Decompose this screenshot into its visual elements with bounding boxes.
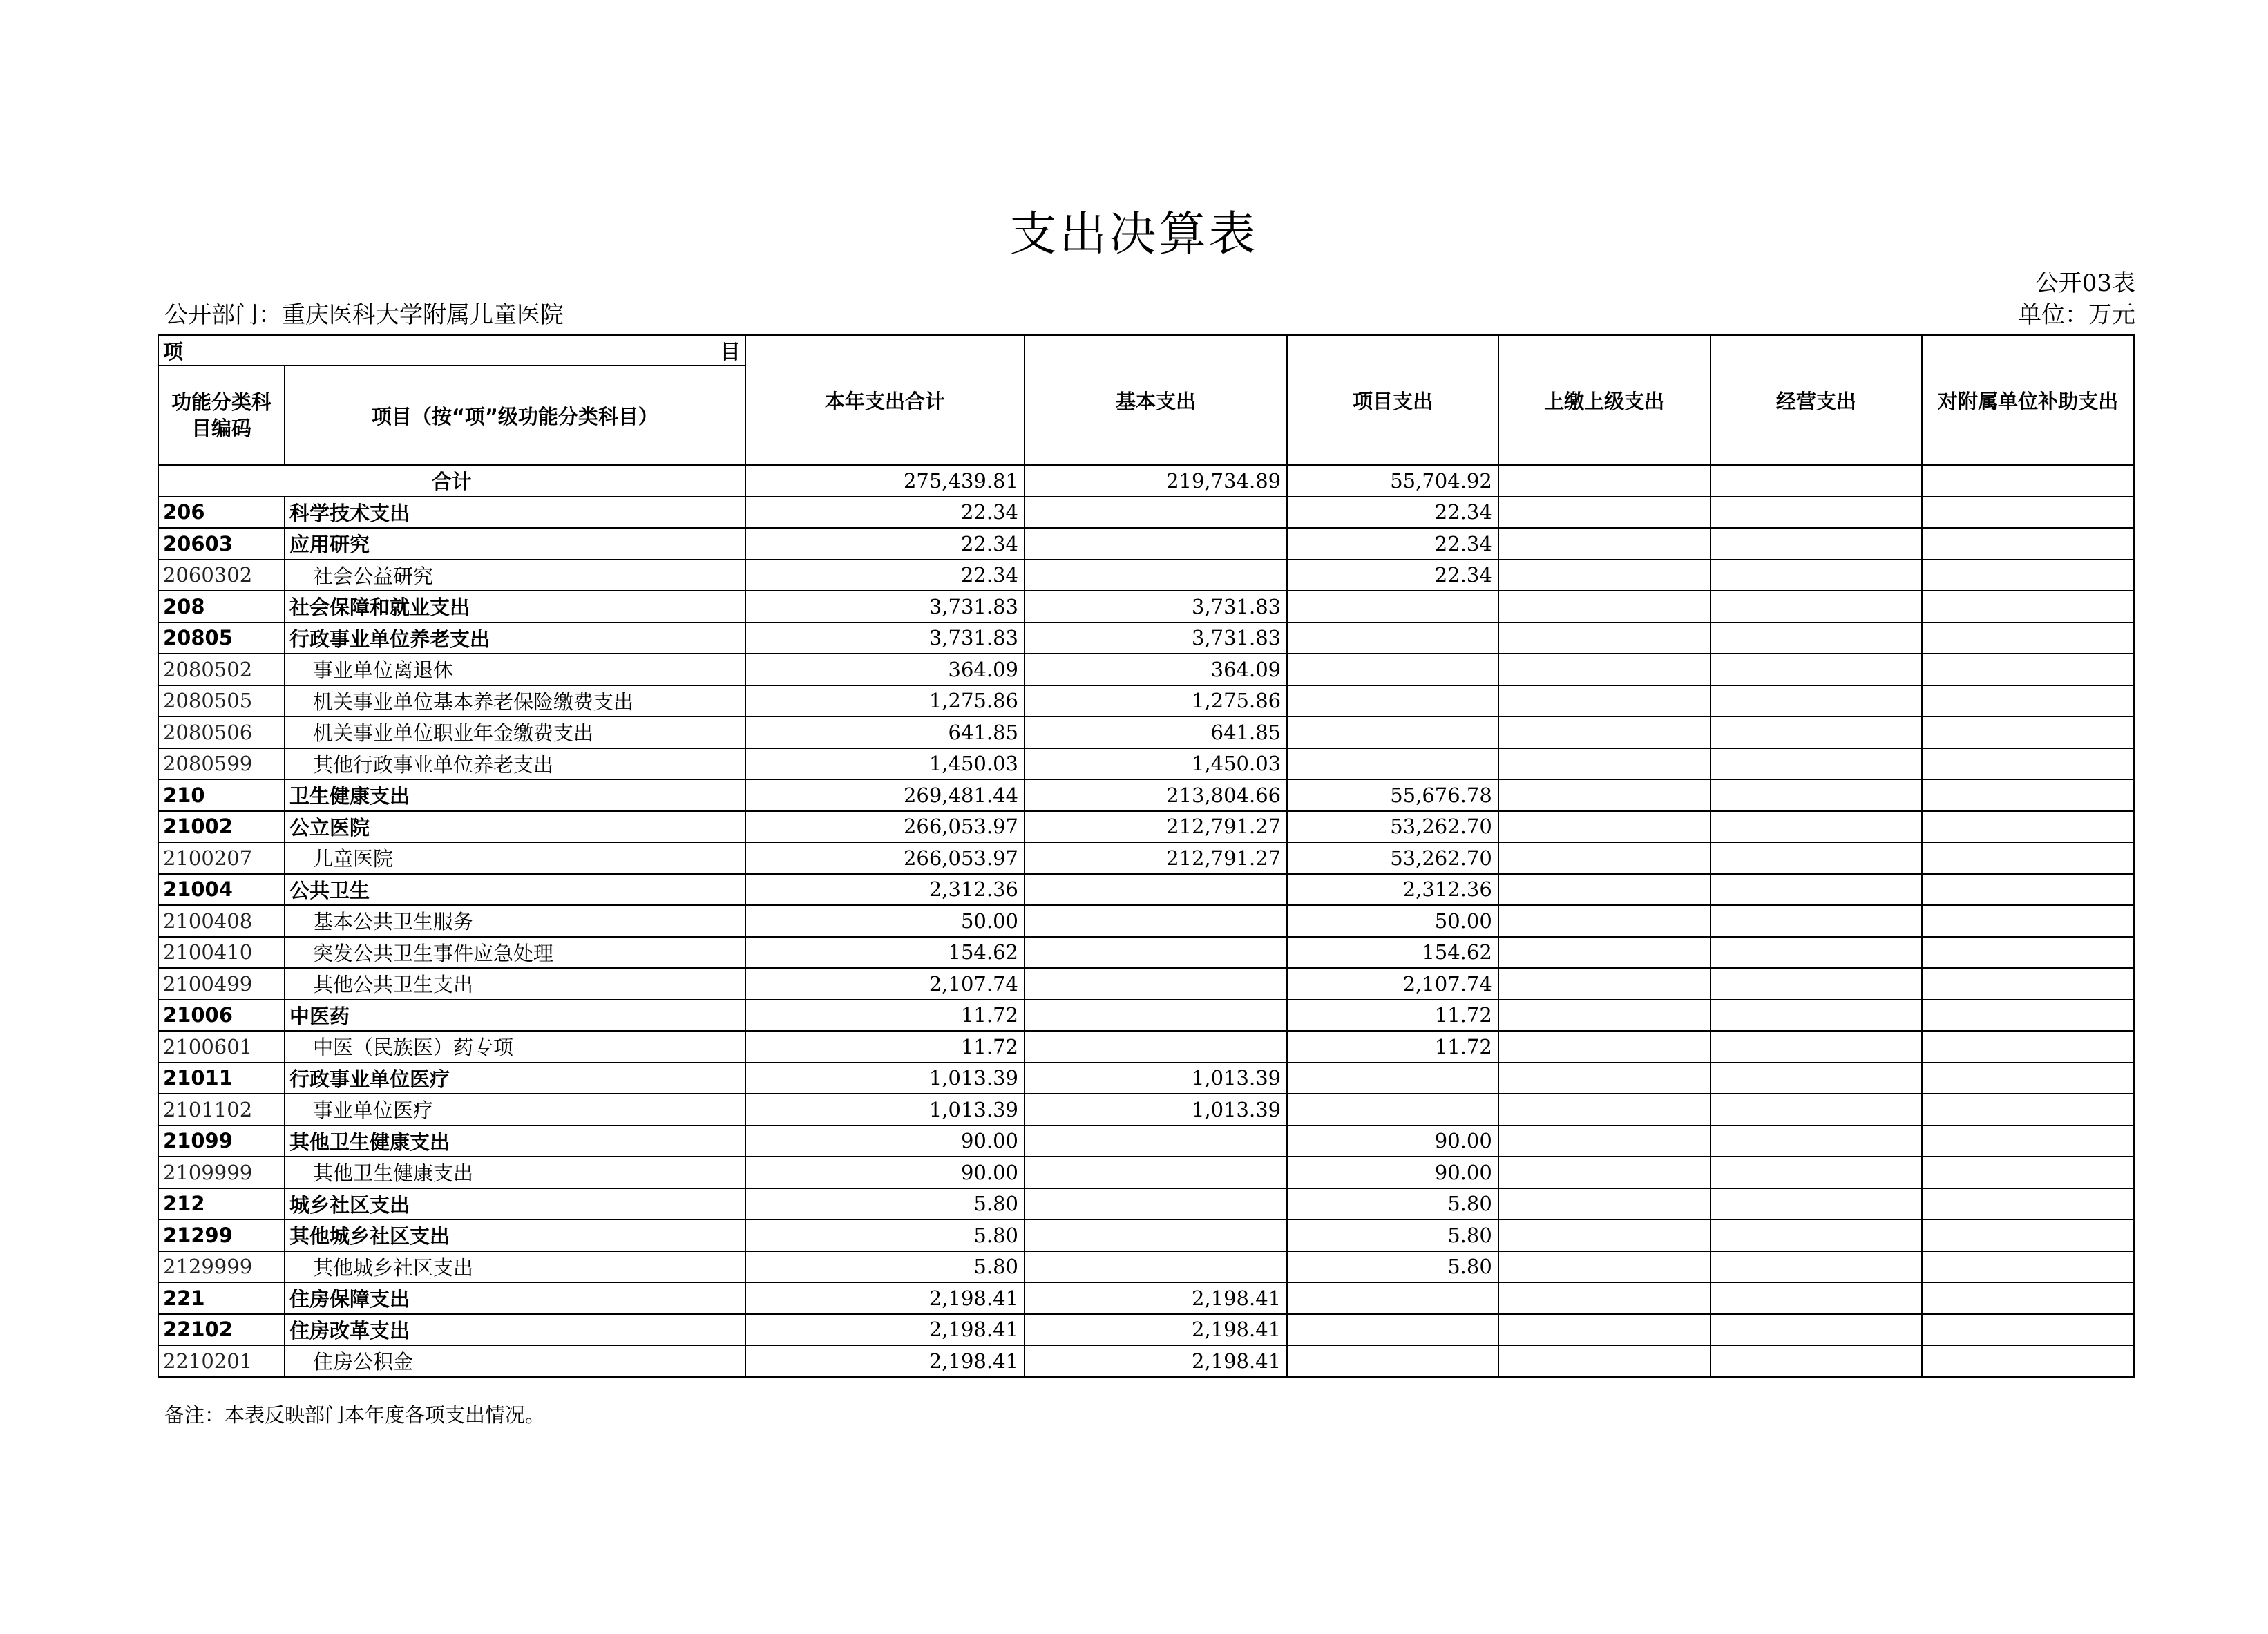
row-code: 2210201 xyxy=(158,1345,285,1377)
table-row xyxy=(158,1094,2134,1125)
row-subsidy xyxy=(1922,685,2134,717)
row-upper xyxy=(1498,1031,1710,1063)
row-business xyxy=(1710,654,1923,685)
table-row xyxy=(158,1063,2134,1094)
row-business xyxy=(1710,779,1923,811)
row-subsidy xyxy=(1922,1157,2134,1188)
table-row xyxy=(158,528,2134,560)
row-subsidy xyxy=(1922,716,2134,748)
row-project: 50.00 xyxy=(1287,905,1498,937)
row-upper xyxy=(1498,1314,1710,1346)
row-subsidy xyxy=(1922,811,2134,843)
row-code: 20805 xyxy=(158,623,285,654)
row-upper xyxy=(1498,842,1710,874)
table-row xyxy=(158,1251,2134,1283)
table-row xyxy=(158,874,2134,906)
row-code: 2100601 xyxy=(158,1031,285,1063)
row-total: 266,053.97 xyxy=(745,842,1025,874)
row-upper xyxy=(1498,811,1710,843)
form-number: 公开03表 xyxy=(2034,269,2135,297)
row-business xyxy=(1710,1219,1923,1251)
table-row xyxy=(158,654,2134,685)
row-basic xyxy=(1025,1157,1287,1188)
row-total: 5.80 xyxy=(745,1188,1025,1220)
row-upper xyxy=(1498,1094,1710,1125)
row-upper xyxy=(1498,937,1710,969)
row-total: 90.00 xyxy=(745,1157,1025,1188)
total-label: 合计 xyxy=(158,465,745,497)
row-subsidy xyxy=(1922,1125,2134,1157)
row-upper xyxy=(1498,1219,1710,1251)
row-upper xyxy=(1498,591,1710,623)
row-code: 206 xyxy=(158,497,285,529)
row-business xyxy=(1710,968,1923,1000)
row-upper xyxy=(1498,1000,1710,1032)
header-mu: 目 xyxy=(720,339,741,363)
row-subsidy xyxy=(1922,779,2134,811)
row-name: 行政事业单位养老支出 xyxy=(285,623,745,654)
row-basic: 1,275.86 xyxy=(1025,685,1287,717)
row-basic xyxy=(1025,874,1287,906)
row-total: 5.80 xyxy=(745,1219,1025,1251)
row-business xyxy=(1710,716,1923,748)
row-name: 基本公共卫生服务 xyxy=(285,905,745,937)
row-project xyxy=(1287,1282,1498,1314)
row-basic: 3,731.83 xyxy=(1025,623,1287,654)
row-code: 2129999 xyxy=(158,1251,285,1283)
row-total: 1,013.39 xyxy=(745,1094,1025,1125)
row-subsidy xyxy=(1922,968,2134,1000)
row-business xyxy=(1710,937,1923,969)
table-row xyxy=(158,591,2134,623)
row-total: 269,481.44 xyxy=(745,779,1025,811)
table-row xyxy=(158,1000,2134,1032)
row-name: 行政事业单位医疗 xyxy=(285,1063,745,1094)
row-basic: 2,198.41 xyxy=(1025,1314,1287,1346)
row-project: 2,312.36 xyxy=(1287,874,1498,906)
row-upper xyxy=(1498,1188,1710,1220)
table-row xyxy=(158,748,2134,780)
row-subsidy xyxy=(1922,1188,2134,1220)
department-label: 公开部门：重庆医科大学附属儿童医院 xyxy=(164,301,564,329)
row-total: 1,013.39 xyxy=(745,1063,1025,1094)
table-row xyxy=(158,1219,2134,1251)
row-basic: 3,731.83 xyxy=(1025,591,1287,623)
row-upper xyxy=(1498,1125,1710,1157)
header-basic: 基本支出 xyxy=(1025,335,1287,465)
row-basic xyxy=(1025,497,1287,529)
row-business xyxy=(1710,1345,1923,1377)
row-total: 3,731.83 xyxy=(745,623,1025,654)
row-basic xyxy=(1025,560,1287,591)
row-subsidy xyxy=(1922,1000,2134,1032)
row-project: 90.00 xyxy=(1287,1157,1498,1188)
row-upper xyxy=(1498,779,1710,811)
row-code: 20603 xyxy=(158,528,285,560)
row-code: 21006 xyxy=(158,1000,285,1032)
unit-label: 单位：万元 xyxy=(2018,301,2135,329)
header-business: 经营支出 xyxy=(1710,335,1923,465)
row-code: 2100410 xyxy=(158,937,285,969)
row-name: 卫生健康支出 xyxy=(285,779,745,811)
row-name: 其他卫生健康支出 xyxy=(285,1157,745,1188)
row-name: 其他城乡社区支出 xyxy=(285,1251,745,1283)
row-total: 2,312.36 xyxy=(745,874,1025,906)
table-row xyxy=(158,1188,2134,1220)
table-row xyxy=(158,497,2134,529)
row-code: 21099 xyxy=(158,1125,285,1157)
row-subsidy xyxy=(1922,1094,2134,1125)
row-total: 22.34 xyxy=(745,528,1025,560)
row-project xyxy=(1287,1063,1498,1094)
row-basic xyxy=(1025,1188,1287,1220)
table-row xyxy=(158,1345,2134,1377)
row-business xyxy=(1710,1282,1923,1314)
row-name: 城乡社区支出 xyxy=(285,1188,745,1220)
row-project: 53,262.70 xyxy=(1287,811,1498,843)
row-project: 11.72 xyxy=(1287,1000,1498,1032)
row-project: 5.80 xyxy=(1287,1219,1498,1251)
row-code: 2080599 xyxy=(158,748,285,780)
row-code: 2080506 xyxy=(158,716,285,748)
row-subsidy xyxy=(1922,654,2134,685)
row-basic: 1,450.03 xyxy=(1025,748,1287,780)
row-basic: 213,804.66 xyxy=(1025,779,1287,811)
row-basic: 2,198.41 xyxy=(1025,1345,1287,1377)
row-name: 住房保障支出 xyxy=(285,1282,745,1314)
row-total: 1,275.86 xyxy=(745,685,1025,717)
row-code: 21299 xyxy=(158,1219,285,1251)
row-basic: 364.09 xyxy=(1025,654,1287,685)
row-name: 社会公益研究 xyxy=(285,560,745,591)
row-project: 2,107.74 xyxy=(1287,968,1498,1000)
row-subsidy xyxy=(1922,623,2134,654)
row-basic: 212,791.27 xyxy=(1025,842,1287,874)
row-upper xyxy=(1498,497,1710,529)
row-basic: 212,791.27 xyxy=(1025,811,1287,843)
row-subsidy xyxy=(1922,528,2134,560)
row-basic: 2,198.41 xyxy=(1025,1282,1287,1314)
total-amount: 275,439.81 xyxy=(745,465,1025,497)
row-subsidy xyxy=(1922,842,2134,874)
row-basic: 1,013.39 xyxy=(1025,1094,1287,1125)
row-code: 210 xyxy=(158,779,285,811)
row-name: 机关事业单位基本养老保险缴费支出 xyxy=(285,685,745,717)
table-row xyxy=(158,811,2134,843)
row-total: 1,450.03 xyxy=(745,748,1025,780)
row-upper xyxy=(1498,1282,1710,1314)
row-basic xyxy=(1025,1219,1287,1251)
row-code: 2101102 xyxy=(158,1094,285,1125)
row-basic: 641.85 xyxy=(1025,716,1287,748)
total-project: 55,704.92 xyxy=(1287,465,1498,497)
row-upper xyxy=(1498,1157,1710,1188)
row-code: 2080505 xyxy=(158,685,285,717)
row-upper xyxy=(1498,874,1710,906)
row-code: 22102 xyxy=(158,1314,285,1346)
row-project xyxy=(1287,1345,1498,1377)
row-name: 事业单位离退休 xyxy=(285,654,745,685)
total-subsidy xyxy=(1922,465,2134,497)
row-project: 55,676.78 xyxy=(1287,779,1498,811)
row-code: 2109999 xyxy=(158,1157,285,1188)
row-upper xyxy=(1498,623,1710,654)
row-subsidy xyxy=(1922,1219,2134,1251)
row-code: 2100408 xyxy=(158,905,285,937)
row-business xyxy=(1710,1125,1923,1157)
row-upper xyxy=(1498,1251,1710,1283)
row-business xyxy=(1710,685,1923,717)
row-code: 21011 xyxy=(158,1063,285,1094)
table-row xyxy=(158,623,2134,654)
table-row xyxy=(158,560,2134,591)
footnote: 备注：本表反映部门本年度各项支出情况。 xyxy=(164,1403,546,1427)
table-row xyxy=(158,1157,2134,1188)
row-subsidy xyxy=(1922,591,2134,623)
row-upper xyxy=(1498,560,1710,591)
row-subsidy xyxy=(1922,1282,2134,1314)
row-total: 2,198.41 xyxy=(745,1282,1025,1314)
row-business xyxy=(1710,1157,1923,1188)
row-basic xyxy=(1025,1000,1287,1032)
row-project xyxy=(1287,1094,1498,1125)
table-row xyxy=(158,842,2134,874)
row-basic xyxy=(1025,937,1287,969)
row-total: 2,198.41 xyxy=(745,1345,1025,1377)
row-subsidy xyxy=(1922,1345,2134,1377)
row-upper xyxy=(1498,528,1710,560)
row-upper xyxy=(1498,1345,1710,1377)
row-business xyxy=(1710,905,1923,937)
row-total: 2,198.41 xyxy=(745,1314,1025,1346)
table-row xyxy=(158,968,2134,1000)
row-project: 53,262.70 xyxy=(1287,842,1498,874)
row-upper xyxy=(1498,968,1710,1000)
row-business xyxy=(1710,1000,1923,1032)
row-project: 154.62 xyxy=(1287,937,1498,969)
row-subsidy xyxy=(1922,748,2134,780)
row-name: 中医药 xyxy=(285,1000,745,1032)
row-business xyxy=(1710,874,1923,906)
row-business xyxy=(1710,623,1923,654)
row-subsidy xyxy=(1922,905,2134,937)
row-subsidy xyxy=(1922,1251,2134,1283)
row-business xyxy=(1710,1314,1923,1346)
row-upper xyxy=(1498,905,1710,937)
row-total: 2,107.74 xyxy=(745,968,1025,1000)
row-basic xyxy=(1025,1031,1287,1063)
row-project xyxy=(1287,623,1498,654)
row-total: 11.72 xyxy=(745,1031,1025,1063)
row-total: 11.72 xyxy=(745,1000,1025,1032)
row-total: 90.00 xyxy=(745,1125,1025,1157)
row-name: 公共卫生 xyxy=(285,874,745,906)
table-row xyxy=(158,716,2134,748)
row-basic xyxy=(1025,968,1287,1000)
row-name: 其他卫生健康支出 xyxy=(285,1125,745,1157)
row-total: 154.62 xyxy=(745,937,1025,969)
row-name: 机关事业单位职业年金缴费支出 xyxy=(285,716,745,748)
row-business xyxy=(1710,1063,1923,1094)
row-project: 22.34 xyxy=(1287,528,1498,560)
row-business xyxy=(1710,1188,1923,1220)
row-upper xyxy=(1498,748,1710,780)
row-name: 公立医院 xyxy=(285,811,745,843)
row-business xyxy=(1710,1031,1923,1063)
row-code: 221 xyxy=(158,1282,285,1314)
table-row xyxy=(158,905,2134,937)
row-code: 212 xyxy=(158,1188,285,1220)
row-project xyxy=(1287,716,1498,748)
row-subsidy xyxy=(1922,1314,2134,1346)
table-row xyxy=(158,1125,2134,1157)
row-business xyxy=(1710,811,1923,843)
row-name: 其他公共卫生支出 xyxy=(285,968,745,1000)
row-business xyxy=(1710,1251,1923,1283)
header-upper: 上缴上级支出 xyxy=(1498,335,1710,465)
row-code: 21002 xyxy=(158,811,285,843)
row-total: 641.85 xyxy=(745,716,1025,748)
row-basic xyxy=(1025,905,1287,937)
expenditure-table xyxy=(158,334,2135,1378)
row-total: 3,731.83 xyxy=(745,591,1025,623)
table-row xyxy=(158,779,2134,811)
table-row xyxy=(158,937,2134,969)
row-name: 其他城乡社区支出 xyxy=(285,1219,745,1251)
row-project: 22.34 xyxy=(1287,560,1498,591)
row-project: 11.72 xyxy=(1287,1031,1498,1063)
total-business xyxy=(1710,465,1923,497)
row-code: 208 xyxy=(158,591,285,623)
row-upper xyxy=(1498,716,1710,748)
row-project: 22.34 xyxy=(1287,497,1498,529)
total-row xyxy=(158,465,2134,497)
row-project: 5.80 xyxy=(1287,1251,1498,1283)
header-xiang: 项 xyxy=(163,339,184,363)
row-subsidy xyxy=(1922,937,2134,969)
table-row xyxy=(158,1282,2134,1314)
row-subsidy xyxy=(1922,1031,2134,1063)
row-business xyxy=(1710,528,1923,560)
row-name: 住房改革支出 xyxy=(285,1314,745,1346)
table-row xyxy=(158,685,2134,717)
row-subsidy xyxy=(1922,497,2134,529)
row-upper xyxy=(1498,654,1710,685)
row-code: 2100207 xyxy=(158,842,285,874)
row-basic xyxy=(1025,528,1287,560)
row-subsidy xyxy=(1922,1063,2134,1094)
row-name: 住房公积金 xyxy=(285,1345,745,1377)
row-upper xyxy=(1498,1063,1710,1094)
header-xiangmu-cell xyxy=(158,335,745,365)
row-basic: 1,013.39 xyxy=(1025,1063,1287,1094)
row-code: 21004 xyxy=(158,874,285,906)
row-business xyxy=(1710,591,1923,623)
row-business xyxy=(1710,1094,1923,1125)
row-name: 科学技术支出 xyxy=(285,497,745,529)
row-name: 儿童医院 xyxy=(285,842,745,874)
row-business xyxy=(1710,842,1923,874)
row-total: 22.34 xyxy=(745,497,1025,529)
row-project xyxy=(1287,591,1498,623)
header-item: 项目（按“项”级功能分类科目） xyxy=(285,365,745,465)
row-code: 2100499 xyxy=(158,968,285,1000)
row-total: 364.09 xyxy=(745,654,1025,685)
row-subsidy xyxy=(1922,560,2134,591)
row-name: 中医（民族医）药专项 xyxy=(285,1031,745,1063)
table-row xyxy=(158,1314,2134,1346)
row-project: 5.80 xyxy=(1287,1188,1498,1220)
row-subsidy xyxy=(1922,874,2134,906)
total-basic: 219,734.89 xyxy=(1025,465,1287,497)
row-basic xyxy=(1025,1125,1287,1157)
row-upper xyxy=(1498,685,1710,717)
row-name: 突发公共卫生事件应急处理 xyxy=(285,937,745,969)
header-project: 项目支出 xyxy=(1287,335,1498,465)
row-project xyxy=(1287,654,1498,685)
header-total: 本年支出合计 xyxy=(745,335,1025,465)
row-name: 其他行政事业单位养老支出 xyxy=(285,748,745,780)
row-total: 22.34 xyxy=(745,560,1025,591)
header-subsidy: 对附属单位补助支出 xyxy=(1922,335,2134,465)
header-code: 功能分类科目编码 xyxy=(158,365,285,465)
total-upper xyxy=(1498,465,1710,497)
header-row-top xyxy=(158,335,2134,365)
row-total: 266,053.97 xyxy=(745,811,1025,843)
page-title: 支出决算表 xyxy=(1009,207,1259,262)
row-code: 2080502 xyxy=(158,654,285,685)
row-project: 90.00 xyxy=(1287,1125,1498,1157)
row-total: 50.00 xyxy=(745,905,1025,937)
table-row xyxy=(158,1031,2134,1063)
row-business xyxy=(1710,560,1923,591)
row-name: 社会保障和就业支出 xyxy=(285,591,745,623)
row-project xyxy=(1287,685,1498,717)
row-project xyxy=(1287,1314,1498,1346)
row-code: 2060302 xyxy=(158,560,285,591)
row-basic xyxy=(1025,1251,1287,1283)
row-project xyxy=(1287,748,1498,780)
row-name: 事业单位医疗 xyxy=(285,1094,745,1125)
row-business xyxy=(1710,748,1923,780)
row-total: 5.80 xyxy=(745,1251,1025,1283)
row-business xyxy=(1710,497,1923,529)
row-name: 应用研究 xyxy=(285,528,745,560)
